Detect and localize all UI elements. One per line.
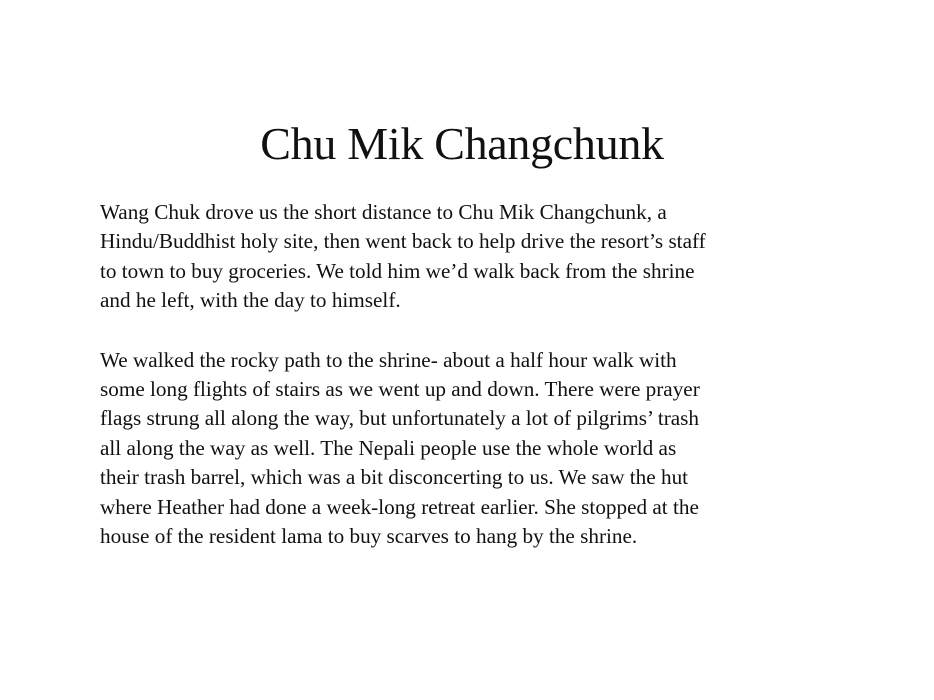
body-text <box>100 198 860 581</box>
text-line: flags strung all along the way, but unfortunately a lot of pilgrims’ trash <box>100 406 700 431</box>
text-line: We walked the rocky path to the shrine- about a half hour walk with <box>100 347 677 372</box>
text-line: some long flights of stairs as we went up and down. There were prayer <box>100 377 700 402</box>
paragraph-2 <box>100 346 860 552</box>
text-line: where Heather had done a week-long retreat earlier. She stopped at the <box>100 494 699 519</box>
text-line: house of the resident lama to buy scarves to hang by the shrine. <box>100 524 638 549</box>
text-line: Hindu/Buddhist holy site, then went back to help drive the resort’s staff <box>100 229 706 254</box>
text-line: and he left, with the day to himself. <box>100 288 401 313</box>
text-line: to town to buy groceries. We told him we’d walk back from the shrine <box>100 258 695 283</box>
text-line: their trash barrel, which was a bit disconcerting to us. We saw the hut <box>100 465 689 490</box>
text-line: all along the way as well. The Nepali people use the whole world as <box>100 435 677 460</box>
text-line: Wang Chuk drove us the short distance to Chu Mik Changchunk, a <box>100 200 667 224</box>
page-title: Chu Mik Changchunk <box>260 118 664 169</box>
paragraph-1 <box>100 198 860 316</box>
